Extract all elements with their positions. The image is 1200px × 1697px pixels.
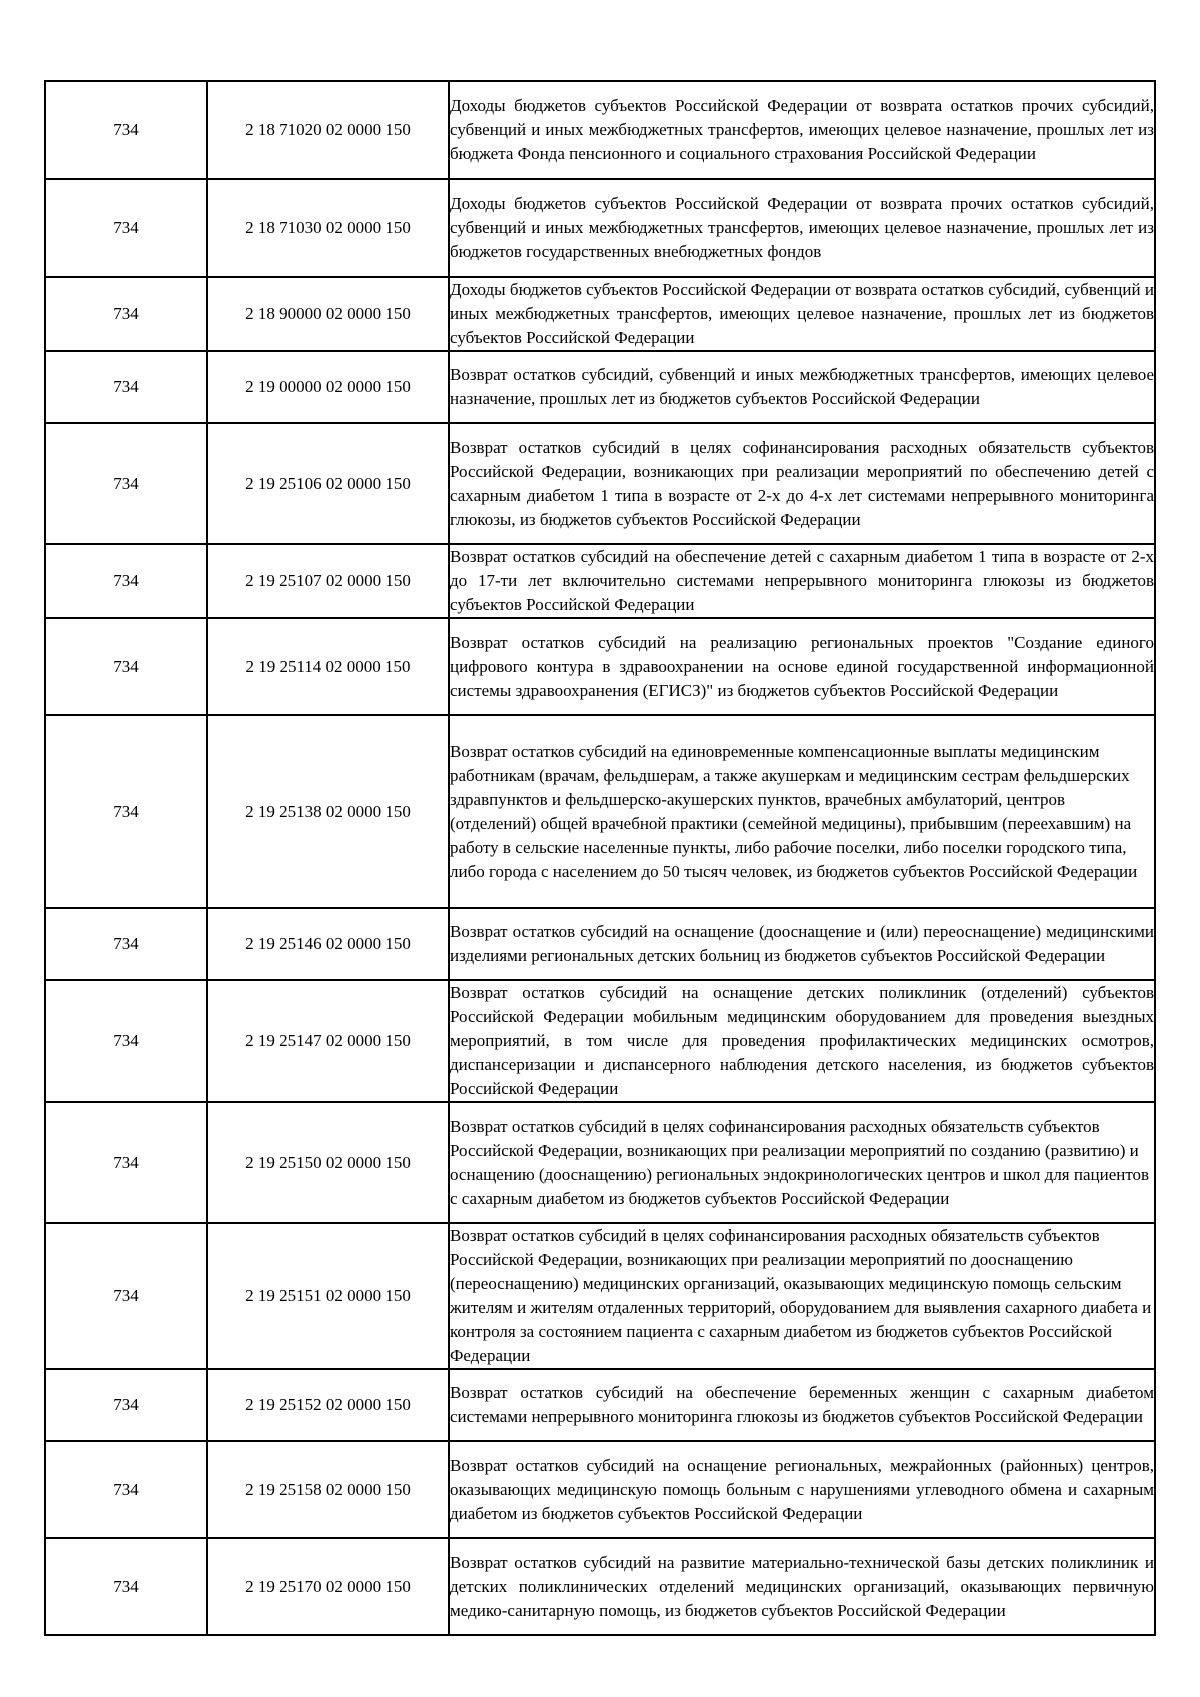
- description-text: Возврат остатков субсидий на оснащение региональных, межрайонных (районных) центров, оказывающих медицинскую помощь больным с нарушениями углеводного обмена и сахарным диабетом из бюджетов субъектов Российской Федерации: [450, 1455, 1154, 1523]
- budget-codes-table: [44, 80, 1156, 1636]
- budget-code-cell: 2 19 25114 02 0000 150: [207, 618, 449, 715]
- budget-code-cell: 2 18 71030 02 0000 150: [207, 179, 449, 277]
- admin-code-cell: 734: [45, 351, 207, 423]
- table-row: [45, 618, 1155, 715]
- table-row: [45, 1369, 1155, 1441]
- description-cell: [449, 1102, 1155, 1223]
- description-cell: [449, 908, 1155, 980]
- table-row: [45, 1223, 1155, 1369]
- description-text: Возврат остатков субсидий, субвенций и иных межбюджетных трансфертов, имеющих целевое назначение, прошлых лет из бюджетов субъектов Российской Федерации: [450, 365, 1154, 408]
- admin-code-cell: 734: [45, 1538, 207, 1635]
- description-text: Возврат остатков субсидий на оснащение (дооснащение и (или) переоснащение) медицинскими изделиями региональных детских больниц из бюджетов субъектов Российской Федерации: [450, 922, 1154, 965]
- description-cell: [449, 1369, 1155, 1441]
- description-cell: [449, 423, 1155, 544]
- table-body: [45, 81, 1155, 1635]
- description-cell: [449, 277, 1155, 351]
- budget-code-cell: 2 19 25151 02 0000 150: [207, 1223, 449, 1369]
- description-text: Возврат остатков субсидий на реализацию региональных проектов "Создание единого цифрового контура в здравоохранении на основе единой государственной информационной системы здравоохранения (ЕГИСЗ)" из бюджетов субъектов Российской Федерации: [450, 632, 1154, 700]
- budget-code-cell: 2 19 25106 02 0000 150: [207, 423, 449, 544]
- description-cell: [449, 544, 1155, 618]
- admin-code-cell: 734: [45, 179, 207, 277]
- table-row: [45, 908, 1155, 980]
- budget-code-cell: 2 19 00000 02 0000 150: [207, 351, 449, 423]
- table-row: [45, 423, 1155, 544]
- budget-code-cell: 2 19 25146 02 0000 150: [207, 908, 449, 980]
- description-text: Доходы бюджетов субъектов Российской Федерации от возврата прочих остатков субсидий, субвенций и иных межбюджетных трансфертов, имеющих целевое назначение, прошлых лет из бюджетов государственных внебюджетных фондов: [450, 194, 1154, 261]
- description-text: Доходы бюджетов субъектов Российской Федерации от возврата остатков субсидий, субвенций и иных межбюджетных трансфертов, имеющих целевое назначение, прошлых лет из бюджетов субъектов Российской Федерации: [450, 280, 1154, 347]
- admin-code-cell: 734: [45, 618, 207, 715]
- admin-code-cell: 734: [45, 1102, 207, 1223]
- admin-code-cell: 734: [45, 277, 207, 351]
- admin-code-cell: 734: [45, 1369, 207, 1441]
- admin-code-cell: 734: [45, 980, 207, 1102]
- description-cell: [449, 1223, 1155, 1369]
- admin-code-cell: 734: [45, 715, 207, 908]
- description-cell: [449, 81, 1155, 179]
- description-text: Возврат остатков субсидий на оснащение детских поликлиник (отделений) субъектов Российской Федерации мобильным медицинским оборудованием для проведения выездных мероприятий, в том числе для проведения профилактических медицинских осмотров, диспансеризации и диспансерного наблюдения детского населения, из бюджетов субъектов Российской Федерации: [450, 983, 1154, 1098]
- budget-code-cell: 2 19 25152 02 0000 150: [207, 1369, 449, 1441]
- description-text: Возврат остатков субсидий на единовременные компенсационные выплаты медицинским работникам (врачам, фельдшерам, а также акушеркам и медицинским сестрам фельдшерских здравпунктов и фельдшерско-акушерских пунктов, врачебных амбулаторий, центров (отделений) общей врачебной практики (семейной медицины), прибывшим (переехавшим) на работу в сельские населенные пункты, либо рабочие поселки, либо поселки городского типа, либо города с населением до 50 тысяч человек, из бюджетов субъектов Российской Федерации: [450, 741, 1138, 881]
- description-cell: [449, 351, 1155, 423]
- table-row: [45, 277, 1155, 351]
- description-cell: [449, 715, 1155, 908]
- table-row: [45, 980, 1155, 1102]
- budget-code-cell: 2 19 25138 02 0000 150: [207, 715, 449, 908]
- description-text: Доходы бюджетов субъектов Российской Федерации от возврата остатков прочих субсидий, субвенций и иных межбюджетных трансфертов, имеющих целевое назначение, прошлых лет из бюджета Фонда пенсионного и социального страхования Российской Федерации: [450, 96, 1154, 163]
- description-text: Возврат остатков субсидий на обеспечение беременных женщин с сахарным диабетом системами непрерывного мониторинга глюкозы из бюджетов субъектов Российской Федерации: [450, 1383, 1154, 1426]
- description-text: Возврат остатков субсидий в целях софинансирования расходных обязательств субъектов Российской Федерации, возникающих при реализации мероприятий по обеспечению детей с сахарным диабетом 1 типа в возрасте от 2-х до 4-х лет системами непрерывного мониторинга глюкозы, из бюджетов субъектов Российской Федерации: [450, 437, 1154, 529]
- table-row: [45, 81, 1155, 179]
- description-cell: [449, 179, 1155, 277]
- budget-code-cell: 2 19 25147 02 0000 150: [207, 980, 449, 1102]
- table-row: [45, 1441, 1155, 1538]
- table-row: [45, 1538, 1155, 1635]
- budget-code-cell: 2 18 90000 02 0000 150: [207, 277, 449, 351]
- description-text: Возврат остатков субсидий на развитие материально-технической базы детских поликлиник и детских поликлинических отделений медицинских организаций, оказывающих первичную медико-санитарную помощь, из бюджетов субъектов Российской Федерации: [450, 1552, 1154, 1620]
- description-text: Возврат остатков субсидий в целях софинансирования расходных обязательств субъектов Российской Федерации, возникающих при реализации мероприятий по созданию (развитию) и оснащению (дооснащению) региональных эндокринологических центров и школ для пациентов с сахарным диабетом из бюджетов субъектов Российской Федерации: [450, 1116, 1150, 1208]
- budget-code-cell: 2 18 71020 02 0000 150: [207, 81, 449, 179]
- description-text: Возврат остатков субсидий в целях софинансирования расходных обязательств субъектов Российской Федерации, возникающих при реализации мероприятий по дооснащению (переоснащению) медицинских организаций, оказывающих медицинскую помощь сельским жителям и жителям отдаленных территорий, оборудованием для выявления сахарного диабета и контроля за состоянием пациента с сахарным диабетом из бюджетов субъектов Российской Федерации: [450, 1226, 1152, 1365]
- admin-code-cell: 734: [45, 544, 207, 618]
- table-row: [45, 715, 1155, 908]
- table-row: [45, 179, 1155, 277]
- admin-code-cell: 734: [45, 1223, 207, 1369]
- document-page: [44, 80, 1156, 1636]
- table-row: [45, 351, 1155, 423]
- budget-code-cell: 2 19 25170 02 0000 150: [207, 1538, 449, 1635]
- budget-code-cell: 2 19 25150 02 0000 150: [207, 1102, 449, 1223]
- description-cell: [449, 618, 1155, 715]
- budget-code-cell: 2 19 25107 02 0000 150: [207, 544, 449, 618]
- admin-code-cell: 734: [45, 423, 207, 544]
- admin-code-cell: 734: [45, 908, 207, 980]
- table-row: [45, 544, 1155, 618]
- table-row: [45, 1102, 1155, 1223]
- description-cell: [449, 980, 1155, 1102]
- admin-code-cell: 734: [45, 81, 207, 179]
- description-cell: [449, 1441, 1155, 1538]
- description-text: Возврат остатков субсидий на обеспечение детей с сахарным диабетом 1 типа в возрасте от 2-х до 17-ти лет включительно системами непрерывного мониторинга глюкозы из бюджетов субъектов Российской Федерации: [450, 547, 1154, 614]
- description-cell: [449, 1538, 1155, 1635]
- admin-code-cell: 734: [45, 1441, 207, 1538]
- budget-code-cell: 2 19 25158 02 0000 150: [207, 1441, 449, 1538]
